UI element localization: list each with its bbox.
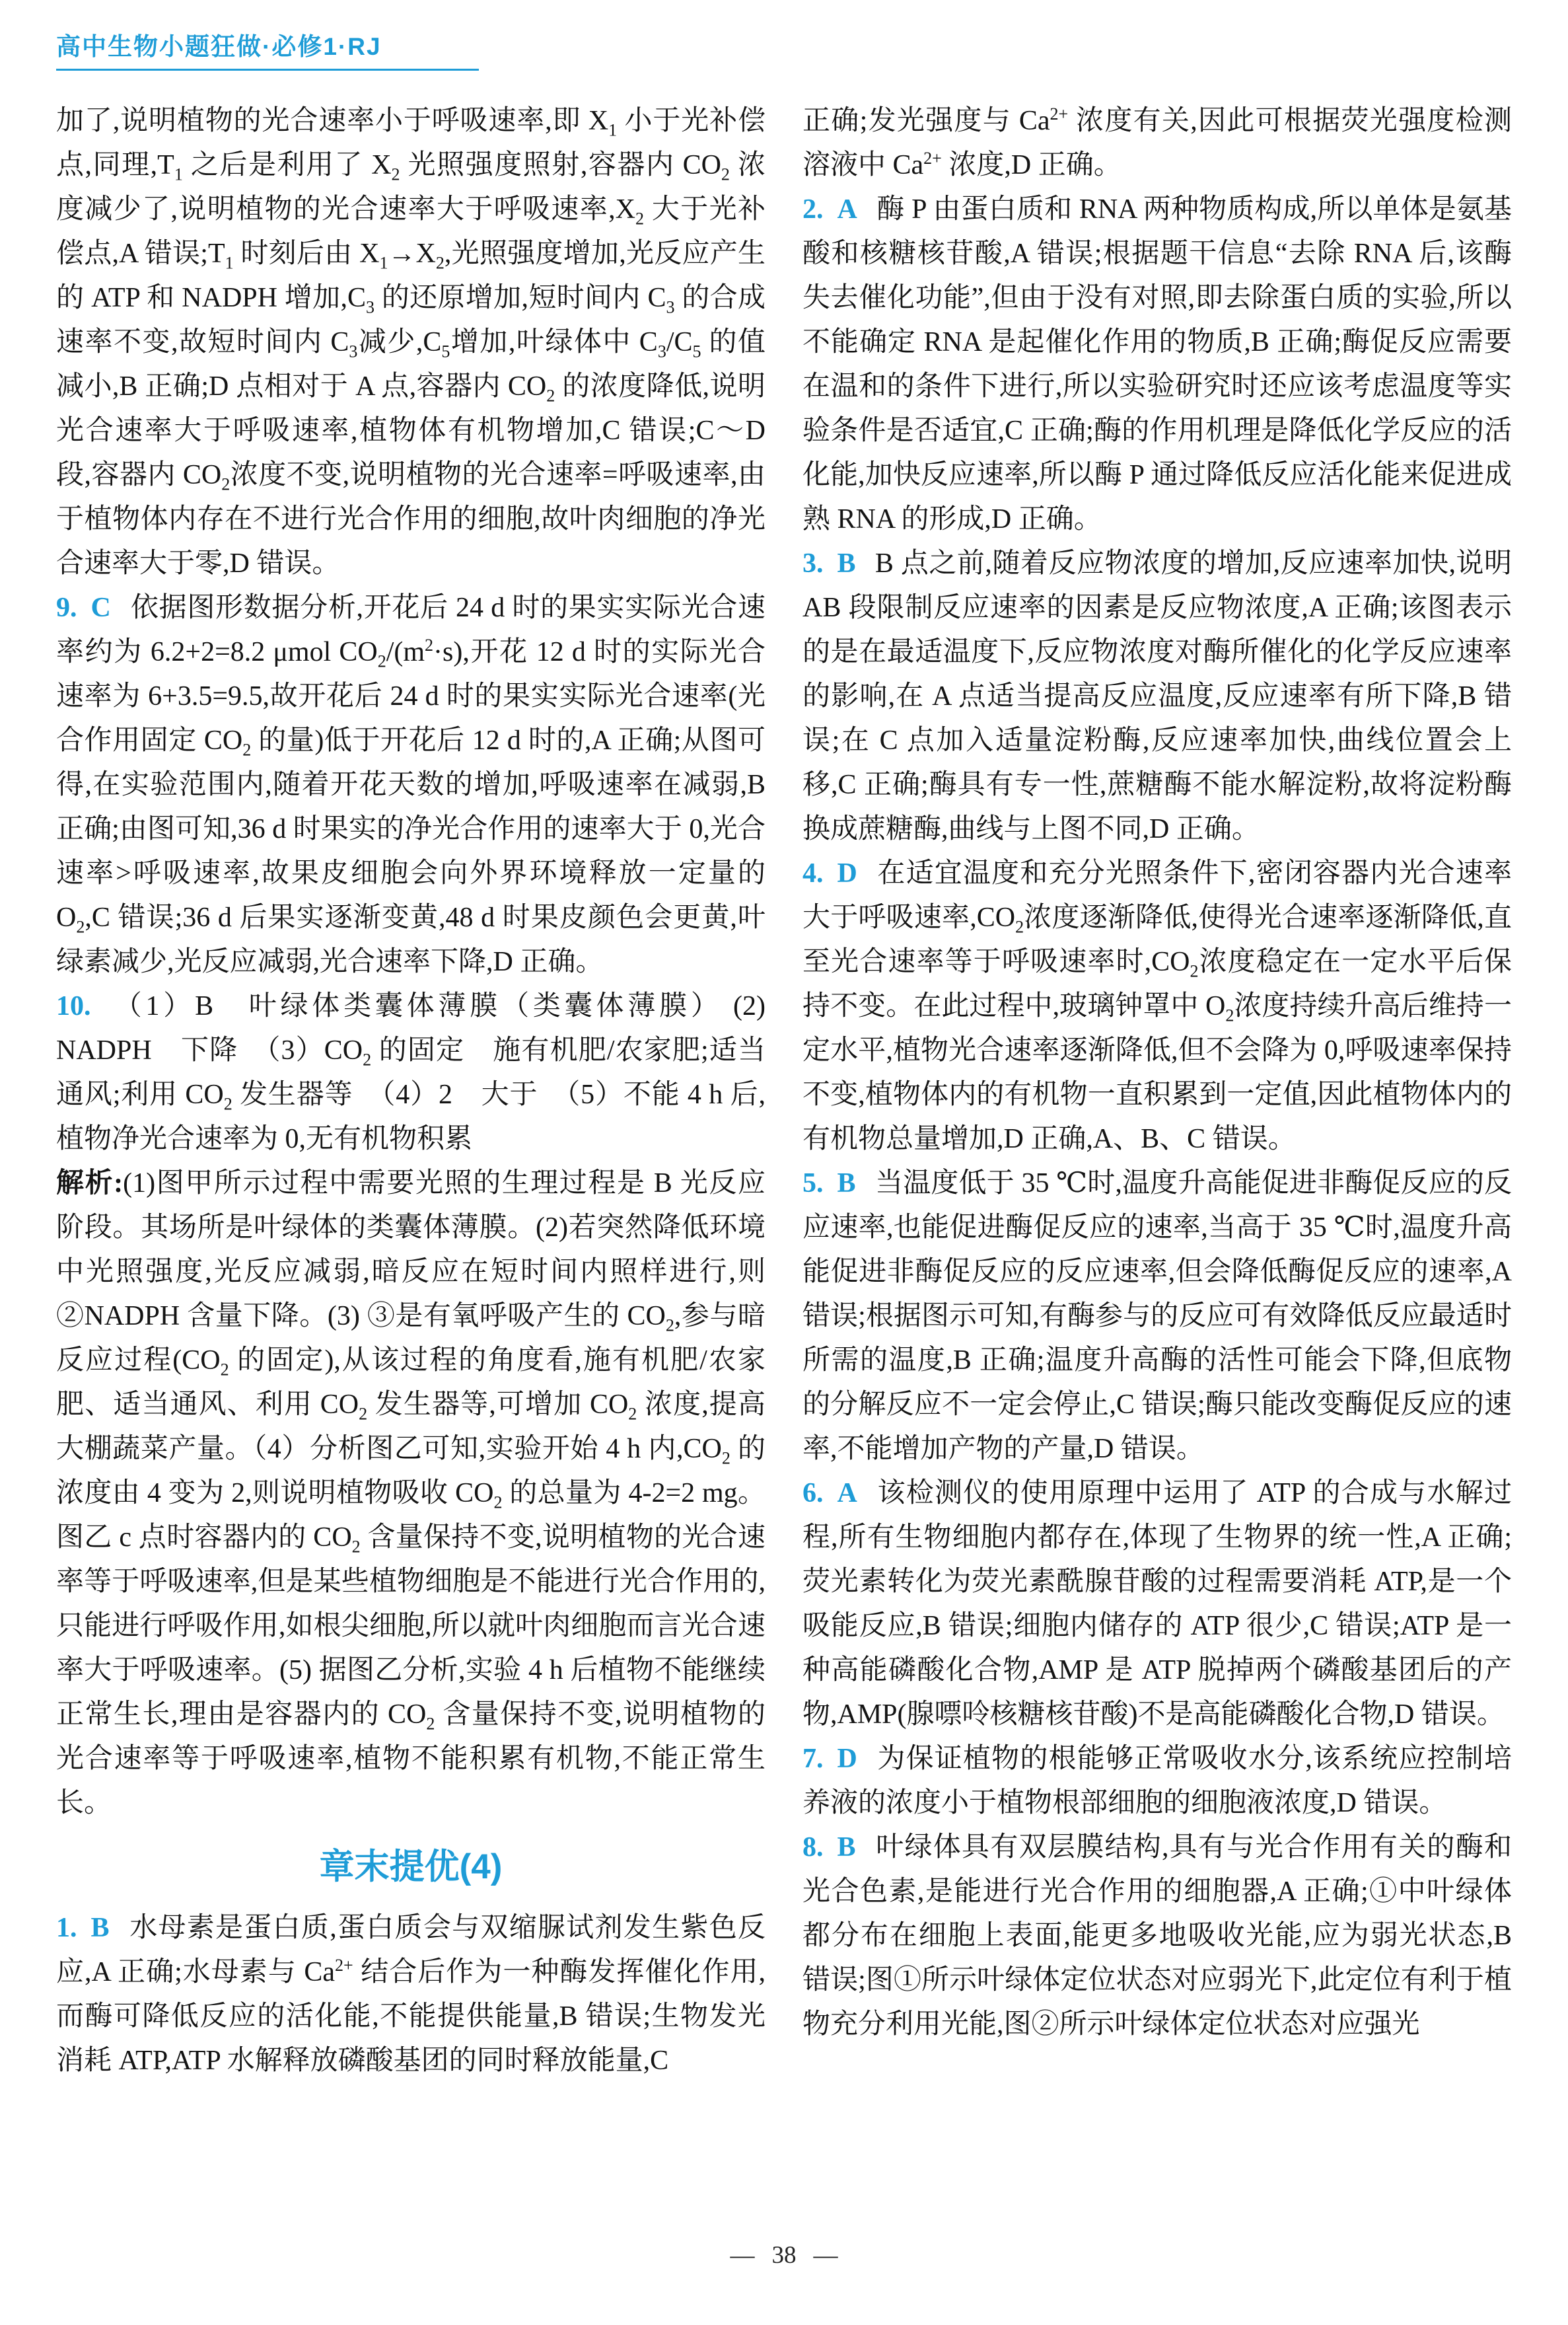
question-number: 1. B [56, 1913, 110, 1943]
analysis-label: 解析: [56, 1168, 124, 1199]
answer-paragraph: 9. C 依据图形数据分析,开花后 24 d 时的果实实际光合速率约为 6.2+2=8.2 μmol $CO_2/(m^2\cdot s)$,开花 12 d 时的实际光合速率为 6+3.5=9.5,故开花后 24 d 时的果实实际光合速率(光合作用固定 $CO_2$ 的量)低于开花后 12 d 时的,A 正确;从图可得,在实验范围内,随着开花天数的增加,呼吸速率在减弱,B 正确;由图可知,36 d 时果实的净光合作用的速率大于 0,光合速率>呼吸速率,故果皮细胞会向外界环境释放一定量的 $O_2,C$ 错误;36 d 后果实逐渐变黄,48 d 时果皮颜色会更黄,叶绿素减少,光反应减弱,光合速率下降,D 正确。 [56, 593, 766, 977]
question-number: 7. D [802, 1744, 857, 1774]
footer-dash-left: — [730, 2242, 755, 2269]
continued-paragraph: 加了,说明植物的光合速率小于呼吸速率,即 $X_1$ 小于光补偿点,同理$,T_1$ 之后是利用了 $X_2$ 光照强度照射,容器内 $CO_2$ 浓度减少了,说明植物的光合速率大于呼吸速率$,X_2$ 大于光补偿点,A 错误$;T_1$ 时刻后由 $X_1\to X_2$,光照强度增加,光反应产生的 ATP 和 NADPH 增加$,C_3$ 的还原增加,短时间内 $C_3$ 的合成速率不变,故短时间内 $C_3$减少$,C_5$增加,叶绿体中 $C_3/C_5$ 的值减小,B 正确;D 点相对于 A 点,容器内 $CO_2$ 的浓度降低,说明光合速率大于呼吸速率,植物体有机物增加,C 错误;C～D 段,容器内 $CO_2$浓度不变,说明植物的光合速率=呼吸速率,由于植物体内存在不进行光合作用的细胞,故叶肉细胞的净光合速率大于零,D 错误。 [56, 106, 766, 579]
question-number: 9. C [56, 593, 111, 623]
answer-paragraph: 10. （1）B 叶绿体类囊体薄膜（类囊体薄膜） (2) NADPH 下降 $(3)CO_2$ 的固定 施有机肥/农家肥;适当通风;利用 $CO_2$ 发生器等 （4）2 大于 （5）不能 4 h 后,植物净光合速率为 0,无有机物积累 [56, 991, 766, 1154]
page-number: 38 [771, 2242, 797, 2269]
book-title: 高中生物小题狂做·必修1·RJ [56, 33, 382, 60]
page-footer [0, 2241, 1568, 2270]
footer-dash-right: — [813, 2242, 838, 2269]
answer-paragraph: 6. A 该检测仪的使用原理中运用了 ATP 的合成与水解过程,所有生物细胞内都存在,体现了生物界的统一性,A 正确;荧光素转化为荧光素酰腺苷酸的过程需要消耗 ATP,是一个吸能反应,B 错误;细胞内储存的 ATP 很少,C 错误;ATP 是一种高能磷酸化合物,AMP 是 ATP 脱掉两个磷酸基团后的产物,AMP(腺嘌呤核糖核苷酸)不是高能磷酸化合物,D 错误。 [802, 1478, 1512, 1730]
analysis-paragraph: 解析:(1)图甲所示过程中需要光照的生理过程是 B 光反应阶段。其场所是叶绿体的类囊体薄膜。(2)若突然降低环境中光照强度,光反应减弱,暗反应在短时间内照样进行,则②NADPH 含量下降。(3) ③是有氧呼吸产生的 $CO_2$,参与暗反应过程($CO_2$ 的固定),从该过程的角度看,施有机肥/农家肥、适当通风、利用 $CO_2$ 发生器等,可增加 $CO_2$ 浓度,提高大棚蔬菜产量。（4）分析图乙可知,实验开始 4 h 内$,CO_2$ 的浓度由 4 变为 2,则说明植物吸收 $CO_2$ 的总量为 4-2=2 mg。图乙 c 点时容器内的 $CO_2$ 含量保持不变,说明植物的光合速率等于呼吸速率,但是某些植物细胞是不能进行光合作用的,只能进行呼吸作用,如根尖细胞,所以就叶肉细胞而言光合速率大于呼吸速率。(5) 据图乙分析,实验 4 h 后植物不能继续正常生长,理由是容器内的 $CO_2$ 含量保持不变,说明植物的光合速率等于呼吸速率,植物不能积累有机物,不能正常生长。 [56, 1168, 766, 1818]
header-rule [56, 69, 479, 71]
text-columns [56, 99, 1513, 2083]
answer-paragraph: 4. D 在适宜温度和充分光照条件下,密闭容器内光合速率大于呼吸速率$,CO_2$浓度逐渐降低,使得光合速率逐渐降低,直至光合速率等于呼吸速率时$,CO_2$浓度稳定在一定水平后保持不变。在此过程中,玻璃钟罩中 $O_2$浓度持续升高后维持一定水平,植物光合速率逐渐降低,但不会降为 0,呼吸速率保持不变,植物体内的有机物一直积累到一定值,因此植物体内的有机物总量增加,D 正确,A、B、C 错误。 [802, 858, 1512, 1154]
question-number: 4. D [802, 858, 857, 889]
answer-paragraph: 2. A 酶 P 由蛋白质和 RNA 两种物质构成,所以单体是氨基酸和核糖核苷酸,A 错误;根据题干信息“去除 RNA 后,该酶失去催化功能”,但由于没有对照,即去除蛋白质的实验,所以不能确定 RNA 是起催化作用的物质,B 正确;酶促反应需要在温和的条件下进行,所以实验研究时还应该考虑温度等实验条件是否适宜,C 正确;酶的作用机理是降低化学反应的活化能,加快反应速率,所以酶 P 通过降低反应活化能来促进成熟 RNA 的形成,D 正确。 [802, 194, 1512, 535]
question-number: 6. A [802, 1478, 857, 1508]
question-number: 3. B [802, 548, 856, 579]
continued-paragraph: 正确;发光强度与 $Ca^{2+}$ 浓度有关,因此可根据荧光强度检测溶液中 $Ca^{2+}$ 浓度,D 正确。 [802, 104, 1512, 180]
question-number: 8. B [802, 1832, 856, 1863]
page-header [56, 26, 479, 71]
question-number: 5. B [802, 1168, 856, 1199]
answer-paragraph: 7. D 为保证植物的根能够正常吸收水分,该系统应控制培养液的浓度小于植物根部细胞的细胞液浓度,D 错误。 [802, 1744, 1512, 1818]
answer-paragraph: 5. B 当温度低于 35 ℃时,温度升高能促进非酶促反应的反应速率,也能促进酶促反应的速率,当高于 35 ℃时,温度升高能促进非酶促反应的反应速率,但会降低酶促反应的速率,A 错误;根据图示可知,有酶参与的反应可有效降低反应最适时所需的温度,B 正确;温度升高酶的活性可能会下降,但底物的分解反应不一定会停止,C 错误;酶只能改变酶促反应的速率,不能增加产物的产量,D 错误。 [802, 1168, 1512, 1464]
section-heading: 章末提优(4) [319, 1847, 503, 1886]
answer-paragraph: 1. B 水母素是蛋白质,蛋白质会与双缩脲试剂发生紫色反应,A 正确;水母素与 $Ca^{2+}$ 结合后作为一种酶发挥催化作用,而酶可降低反应的活化能,不能提供能量,B 错误;生物发光消耗 ATP,ATP 水解释放磷酸基团的同时释放能量,C [56, 1913, 766, 2076]
answer-paragraph: 3. B B 点之前,随着反应物浓度的增加,反应速率加快,说明 AB 段限制反应速率的因素是反应物浓度,A 正确;该图表示的是在最适温度下,反应物浓度对酶所催化的化学反应速率的影响,在 A 点适当提高反应温度,反应速率有所下降,B 错误;在 C 点加入适量淀粉酶,反应速率加快,曲线位置会上移,C 正确;酶具有专一性,蔗糖酶不能水解淀粉,故将淀粉酶换成蔗糖酶,曲线与上图不同,D 正确。 [802, 548, 1512, 844]
answer-paragraph: 8. B 叶绿体具有双层膜结构,具有与光合作用有关的酶和光合色素,是能进行光合作用的细胞器,A 正确;①中叶绿体都分布在细胞上表面,能更多地吸收光能,应为弱光状态,B 错误;图①所示叶绿体定位状态对应弱光下,此定位有利于植物充分利用光能,图②所示叶绿体定位状态对应强光 [802, 1832, 1512, 2040]
question-number: 10. [56, 991, 91, 1021]
question-number: 2. A [802, 194, 857, 225]
left-column [56, 99, 766, 2083]
right-column [802, 99, 1512, 2083]
